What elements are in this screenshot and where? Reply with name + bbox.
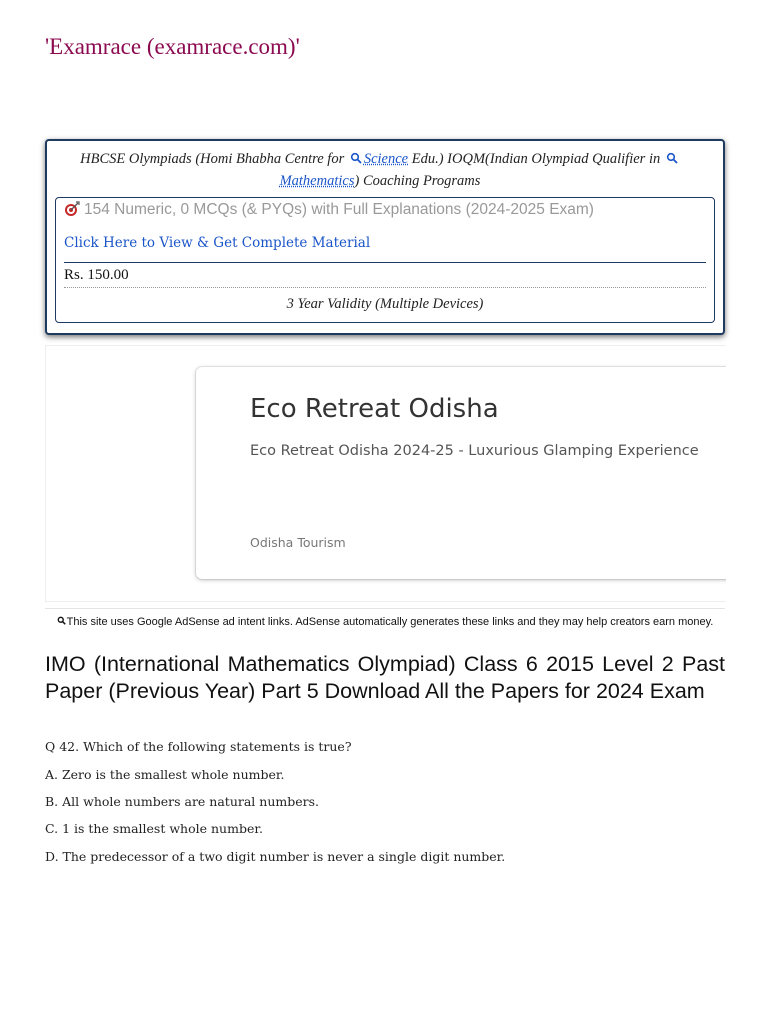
promo-heading-text: Edu.) IOQM(Indian Olympiad Qualifier in — [411, 151, 661, 167]
ad-frame — [45, 345, 726, 602]
ad-card[interactable] — [196, 367, 726, 579]
promo-heading — [67, 148, 693, 192]
promo-box — [45, 139, 725, 335]
divider — [64, 262, 706, 263]
science-link[interactable]: Science — [363, 151, 409, 167]
mcq-summary — [64, 201, 594, 219]
search-icon — [350, 152, 362, 164]
validity-note: 3 Year Validity (Multiple Devices) — [286, 296, 484, 312]
promo-heading-text: ) Coaching Programs — [354, 173, 481, 189]
option-c: C. 1 is the smallest whole number. — [45, 821, 263, 836]
target-icon — [64, 201, 80, 217]
search-icon — [57, 616, 66, 625]
ad-brand: Odisha Tourism — [250, 535, 346, 550]
divider — [64, 287, 706, 288]
ad-title[interactable]: Eco Retreat Odisha — [250, 394, 499, 424]
view-material-link[interactable]: Click Here to View & Get Complete Material — [64, 235, 371, 251]
option-a: A. Zero is the smallest whole number. — [45, 767, 285, 782]
site-title[interactable]: 'Examrace (examrace.com)' — [45, 34, 300, 59]
question-text: Q 42. Which of the following statements is true? — [45, 739, 352, 754]
ad-subtitle[interactable]: Eco Retreat Odisha 2024-25 - Luxurious Glamping Experience — [250, 443, 699, 459]
mcq-summary-text: 154 Numeric, 0 MCQs (& PYQs) with Full Explanations (2024-2025 Exam) — [84, 201, 594, 218]
promo-heading-text: HBCSE Olympiads (Homi Bhabha Centre for — [80, 151, 345, 167]
article-title: IMO (International Mathematics Olympiad) Class 6 2015 Level 2 Past Paper (Previous Year) Part 5 Download All the Papers for 2024 Exam — [45, 652, 725, 703]
adsense-notice[interactable] — [45, 608, 725, 629]
mathematics-link[interactable]: Mathematics — [279, 173, 355, 189]
promo-details — [55, 197, 715, 323]
option-d: D. The predecessor of a two digit number is never a single digit number. — [45, 849, 506, 864]
price: Rs. 150.00 — [64, 267, 129, 283]
option-b: B. All whole numbers are natural numbers. — [45, 794, 319, 809]
adsense-notice-text: This site uses Google AdSense ad intent links. AdSense automatically generates these links and they may help creators earn money. — [66, 616, 714, 628]
search-icon — [666, 152, 678, 164]
